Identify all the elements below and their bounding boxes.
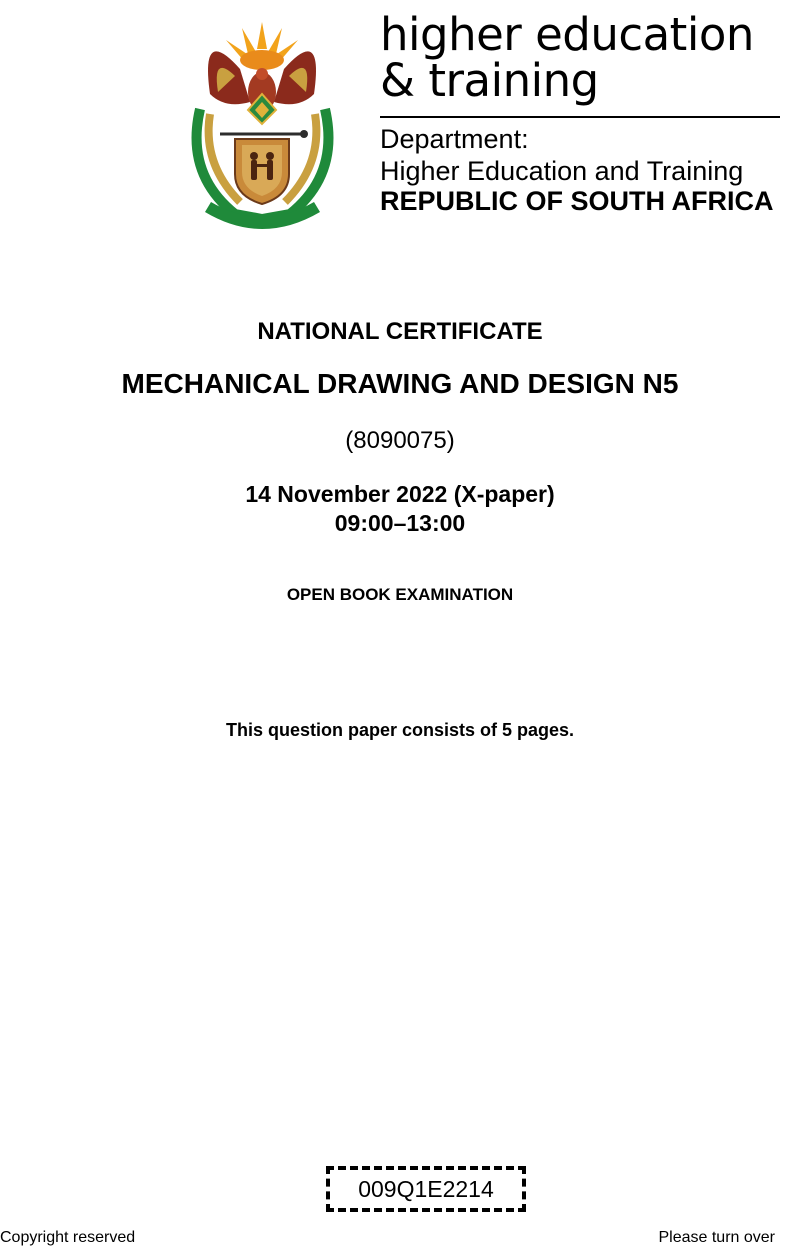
qualification-title: NATIONAL CERTIFICATE	[257, 318, 543, 345]
department-label: Department:	[380, 124, 529, 154]
page-count-note: This question paper consists of 5 pages.	[225, 720, 575, 740]
exam-date: 14 November 2022 (X-paper)	[245, 481, 555, 507]
exam-type: OPEN BOOK EXAMINATION	[286, 585, 514, 604]
logo-divider	[380, 116, 780, 118]
footer-copyright: Copyright reserved	[0, 1229, 136, 1246]
coat-of-arms-icon	[180, 14, 345, 234]
footer-turn-over: Please turn over	[658, 1229, 775, 1246]
department-logo	[380, 8, 785, 216]
exam-time: 09:00–13:00	[334, 510, 466, 536]
country-name: REPUBLIC OF SOUTH AFRICA	[380, 186, 774, 216]
department-name: Higher Education and Training	[380, 156, 744, 186]
logo-line-1: higher education	[380, 8, 754, 61]
coat-of-arms-emblem	[180, 14, 345, 234]
subject-title: MECHANICAL DRAWING AND DESIGN N5	[121, 368, 679, 399]
logo-line-2: & training	[380, 54, 599, 107]
paper-code-box: 009Q1E2214	[326, 1166, 526, 1212]
subject-code: (8090075)	[345, 427, 455, 454]
